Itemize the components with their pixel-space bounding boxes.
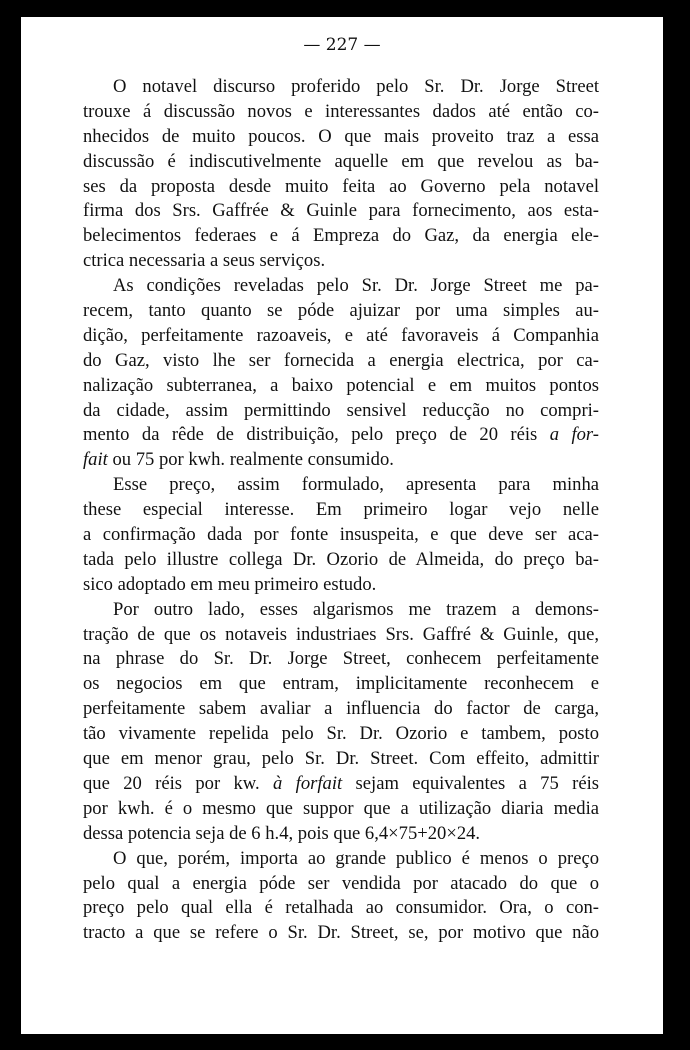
paragraph-3 — [83, 473, 599, 597]
text-line: As condições reveladas pelo Sr. Dr. Jorge Street me pa- — [113, 275, 599, 297]
text-line: do Gaz, visto lhe ser fornecida a energia electrica, por ca- — [83, 349, 599, 371]
text-line: ctrica necessaria a seus serviços. — [83, 250, 326, 272]
paragraph-1 — [83, 75, 599, 274]
page-number: — 227 — — [303, 35, 381, 55]
text-line: firma dos Srs. Gaffrée & Guinle para fornecimento, aos esta- — [83, 200, 599, 222]
text-line: que em menor grau, pelo Sr. Dr. Street. Com effeito, admittir — [83, 748, 599, 770]
text-line: dição, perfeitamente razoaveis, e até favoraveis á Companhia — [83, 324, 599, 346]
text-line: tracto a que se refere o Sr. Dr. Street, se, por motivo que não — [83, 922, 599, 944]
text-segment: ou 75 por kwh. realmente consumido. — [112, 449, 394, 471]
text-line: a confirmação dada por fonte insuspeita, e que deve ser aca- — [83, 524, 599, 546]
text-line: tada pelo illustre collega Dr. Ozorio de Almeida, do preço ba- — [83, 548, 599, 570]
text-line: os negocios em que entram, implicitamente reconhecem e — [83, 673, 599, 695]
text-line: na phrase do Sr. Dr. Jorge Street, conhecem perfeitamente — [83, 648, 599, 670]
italic-text: à forfait — [273, 772, 343, 794]
text-line: perfeitamente sabem avaliar a influencia do factor de carga, — [83, 698, 599, 720]
text-line — [83, 448, 599, 473]
text-line: belecimentos federaes e á Empreza do Gaz, da energia ele- — [83, 225, 599, 247]
text-line: tração de que os notaveis industriaes Srs. Gaffré & Guinle, que, — [83, 623, 599, 645]
text-line: ses da proposta desde muito feita ao Governo pela notavel — [83, 175, 599, 197]
text-segment: mento da rêde de distribuição, pelo preço de 20 réis — [83, 424, 538, 446]
text-line: pelo qual a energia póde ser vendida por atacado do que o — [83, 872, 599, 894]
text-line: preço pelo qual ella é retalhada ao consumidor. Ora, o con- — [83, 897, 599, 919]
text-line: da cidade, assim permittindo sensivel reducção no compri- — [83, 399, 599, 421]
text-line: tão vivamente repelida pelo Sr. Dr. Ozorio e tambem, posto — [83, 723, 599, 745]
body-text — [83, 75, 599, 946]
text-line: O que, porém, importa ao grande publico é menos o preço — [113, 847, 599, 869]
book-page — [21, 17, 663, 1034]
text-line: Esse preço, assim formulado, apresenta para minha — [113, 474, 599, 496]
text-line — [83, 423, 599, 448]
text-line: Por outro lado, esses algarismos me trazem a demons- — [113, 598, 599, 620]
text-line: recem, tanto quanto se póde ajuizar por uma simples au- — [83, 300, 599, 322]
text-segment: sejam equivalentes a 75 réis — [355, 772, 599, 794]
text-line: sico adoptado em meu primeiro estudo. — [83, 573, 377, 595]
paragraph-2 — [83, 274, 599, 473]
paragraph-5 — [83, 847, 599, 947]
text-line: por kwh. é o mesmo que suppor que a utilização diaria media — [83, 797, 599, 819]
text-line: these especial interesse. Em primeiro logar vejo nelle — [83, 499, 599, 521]
text-line: trouxe á discussão novos e interessantes dados até então co- — [83, 100, 599, 122]
paragraph-4 — [83, 598, 599, 847]
text-line: O notavel discurso proferido pelo Sr. Dr. Jorge Street — [113, 76, 599, 97]
text-segment: que 20 réis por kw. — [83, 772, 260, 794]
text-line: nhecidos de muito poucos. O que mais proveito traz a essa — [83, 125, 599, 147]
text-line: nalização subterranea, a baixo potencial e em muitos pontos — [83, 374, 599, 396]
italic-text: fait — [83, 449, 108, 471]
text-line: discussão é indiscutivelmente aquelle em que revelou as ba- — [83, 150, 599, 172]
text-line — [83, 772, 599, 797]
text-line: dessa potencia seja de 6 h.4, pois que 6,4×75+20×24. — [83, 822, 481, 844]
italic-text: a for- — [549, 424, 599, 446]
